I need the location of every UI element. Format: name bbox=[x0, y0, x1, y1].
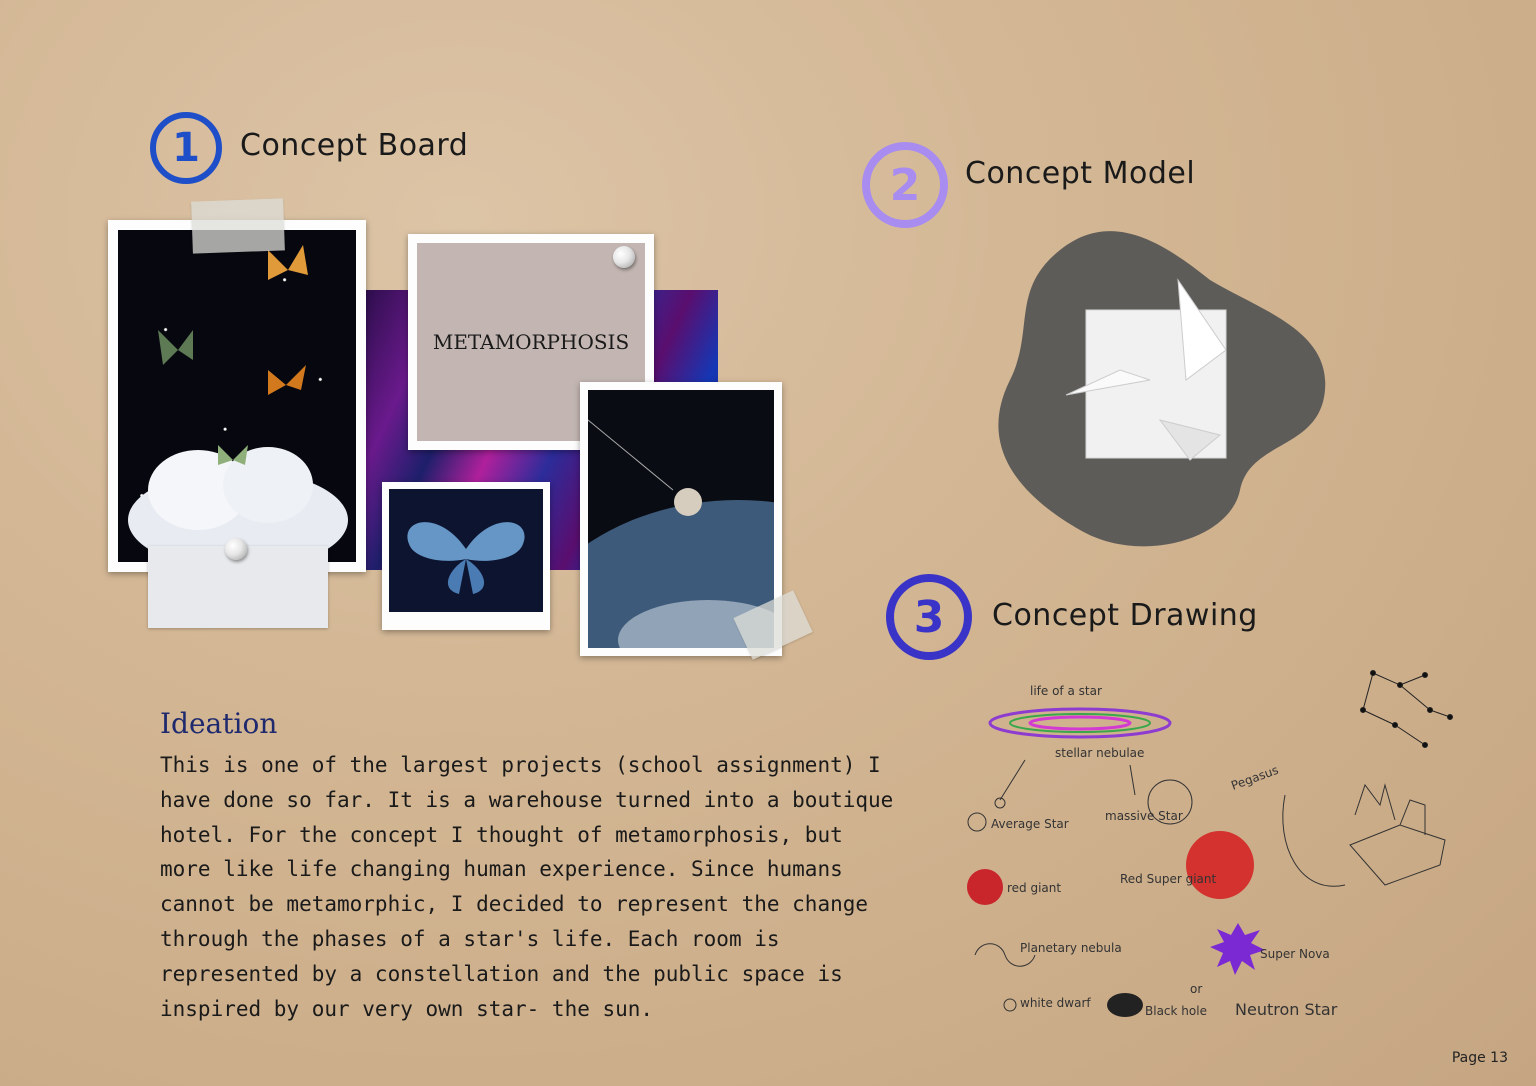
butterfly-icon bbox=[158, 330, 193, 365]
label-average-star: Average Star bbox=[991, 817, 1069, 831]
label-neutron-star: Neutron Star bbox=[1235, 1000, 1338, 1019]
ideation-line: have done so far. It is a warehouse turned into a boutique bbox=[160, 787, 894, 812]
label-stellar-nebulae: stellar nebulae bbox=[1055, 746, 1145, 760]
model-sketch bbox=[1350, 785, 1445, 885]
label-planetary-nebula: Planetary nebula bbox=[1020, 941, 1122, 955]
blue-butterfly-image bbox=[389, 489, 543, 612]
blue-butterfly-photo bbox=[382, 482, 550, 630]
butterfly-icon bbox=[268, 365, 306, 395]
constellation-sketch bbox=[1361, 671, 1453, 748]
concept-board-collage bbox=[100, 190, 820, 670]
ideation-line: represented by a constellation and the public space is bbox=[160, 961, 843, 986]
butterfly-icon bbox=[407, 522, 466, 561]
earth-swing-image bbox=[588, 390, 774, 648]
space-butterflies-photo bbox=[108, 220, 366, 572]
metamorphosis-label: METAMORPHOSIS bbox=[432, 330, 630, 354]
ideation-line: This is one of the largest projects (school assignment) I bbox=[160, 753, 881, 777]
ideation-line: hotel. For the concept I thought of metamorphosis, but bbox=[160, 822, 843, 847]
ideation-line: more like life changing human experience. Since humans bbox=[160, 857, 843, 882]
label-red-giant: red giant bbox=[1007, 881, 1062, 895]
label-red-super-giant: Red Super giant bbox=[1120, 872, 1217, 886]
red-giant-dot bbox=[967, 869, 1003, 905]
ideation-heading: Ideation bbox=[160, 707, 278, 740]
black-hole-blot bbox=[1107, 993, 1143, 1017]
ideation-paragraph bbox=[160, 748, 893, 1026]
ideation-line: through the phases of a star's life. Each room is bbox=[160, 926, 780, 951]
section-number-3-icon bbox=[886, 574, 972, 660]
label-pegasus: Pegasus bbox=[1229, 762, 1281, 793]
label-life-of-star: life of a star bbox=[1030, 684, 1102, 698]
section-number-3: 3 bbox=[913, 591, 945, 643]
swinger-figure bbox=[674, 488, 702, 516]
concept-model-title: Concept Model bbox=[965, 156, 1196, 191]
space-butterflies-image bbox=[118, 230, 356, 562]
ideation-line: inspired by our very own star- the sun. bbox=[160, 996, 654, 1021]
supernova-burst bbox=[1210, 923, 1265, 975]
page-number: Page 13 bbox=[1451, 1050, 1508, 1066]
red-super-giant-dot bbox=[1186, 831, 1254, 899]
arrow-curve bbox=[1283, 795, 1345, 886]
label-black-hole: Black hole bbox=[1145, 1004, 1207, 1018]
label-super-nova: Super Nova bbox=[1260, 947, 1330, 961]
label-massive-star: massive Star bbox=[1105, 809, 1183, 823]
tape-strip bbox=[191, 198, 285, 253]
label-or: or bbox=[1190, 982, 1203, 996]
concept-board-title: Concept Board bbox=[240, 128, 469, 163]
ideation-line: cannot be metamorphic, I decided to represent the change bbox=[160, 892, 869, 917]
section-number-2: 2 bbox=[889, 159, 921, 211]
section-number-1-icon bbox=[150, 112, 222, 184]
concept-drawing-title: Concept Drawing bbox=[992, 598, 1258, 633]
label-white-dwarf: white dwarf bbox=[1020, 996, 1091, 1010]
section-number-1: 1 bbox=[172, 125, 200, 171]
concept-model-photo bbox=[990, 220, 1330, 552]
butterfly-icon bbox=[466, 522, 525, 561]
section-number-2-icon bbox=[862, 142, 948, 228]
pushpin-icon bbox=[613, 246, 635, 268]
pushpin-icon bbox=[225, 538, 247, 560]
concept-drawing-sketch bbox=[955, 665, 1465, 1035]
